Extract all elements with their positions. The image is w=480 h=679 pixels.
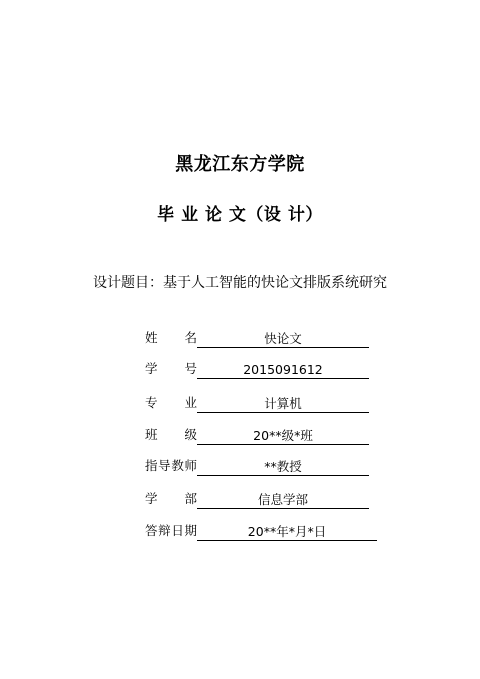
- field-label: 学号: [145, 361, 197, 376]
- field-name: [145, 328, 369, 348]
- field-department: [145, 489, 369, 509]
- field-value: 20**年*月*日: [197, 524, 377, 541]
- field-label: 学部: [145, 491, 197, 506]
- topic-label: 设计题目：: [93, 275, 163, 291]
- field-label: 答辩日期: [145, 523, 197, 538]
- field-label: 指导教师: [145, 458, 197, 473]
- field-label: 专业: [145, 395, 197, 410]
- field-student-id: [145, 359, 369, 379]
- field-value: 计算机: [197, 396, 369, 413]
- field-value: **教授: [197, 459, 369, 476]
- field-value: 信息学部: [197, 492, 369, 509]
- university-name: 黑龙江东方学院: [175, 154, 305, 175]
- topic-value: 基于人工智能的快论文排版系统研究: [163, 275, 387, 291]
- field-class: [145, 425, 369, 445]
- field-value: 2015091612: [197, 362, 369, 379]
- field-value: 快论文: [197, 331, 369, 348]
- field-major: [145, 393, 369, 413]
- field-value: 20**级*班: [197, 428, 369, 445]
- thesis-topic: [0, 272, 480, 292]
- thesis-type-title: 毕 业 论 文（设 计）: [157, 205, 323, 225]
- field-defense-date: [145, 521, 377, 541]
- field-label: 班级: [145, 427, 197, 442]
- field-advisor: [145, 456, 369, 476]
- field-label: 姓名: [145, 330, 197, 345]
